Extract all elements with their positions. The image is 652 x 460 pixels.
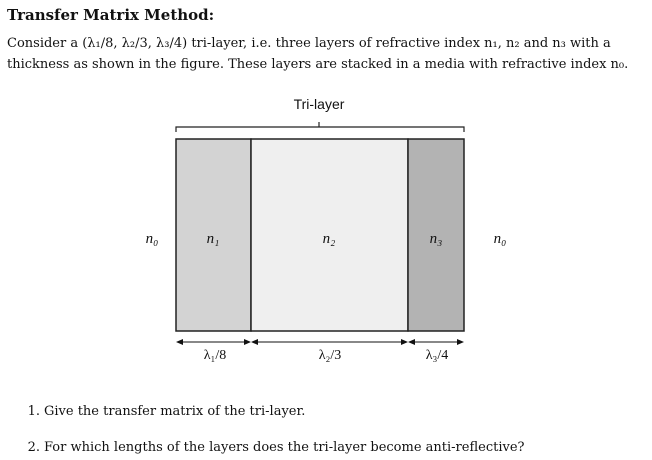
question-2-number: 2. bbox=[27, 440, 40, 455]
figure-bracket bbox=[176, 122, 464, 132]
layer-1-thickness: λ₁/8 bbox=[203, 348, 227, 363]
question-1-number: 1. bbox=[27, 404, 40, 419]
layer-1-index: n₁ bbox=[206, 231, 220, 247]
question-2-text: For which lengths of the layers does the tri-layer become anti-reflective? bbox=[44, 440, 525, 455]
ambient-left-label: n₀ bbox=[145, 231, 159, 247]
layer-3-index: n₃ bbox=[429, 231, 443, 247]
question-1 bbox=[0, 404, 305, 419]
intro-line-1: Consider a (λ₁/8, λ₂/3, λ₃/4) tri-layer, i.e. three layers of refractive index n₁, n₂ and n₃ with a bbox=[7, 36, 611, 51]
layer-2-index: n₂ bbox=[322, 231, 336, 247]
page-title: Transfer Matrix Method: bbox=[7, 6, 215, 24]
figure-title: Tri-layer bbox=[293, 96, 345, 112]
question-1-text: Give the transfer matrix of the tri-layer. bbox=[44, 404, 306, 419]
ambient-right-label: n₀ bbox=[493, 231, 507, 247]
question-2 bbox=[0, 440, 525, 455]
layer-2-thickness: λ₂/3 bbox=[318, 348, 342, 363]
layer-3-thickness: λ₃/4 bbox=[425, 348, 449, 363]
intro-line-2: thickness as shown in the figure. These layers are stacked in a media with refractive index n₀. bbox=[7, 57, 629, 72]
